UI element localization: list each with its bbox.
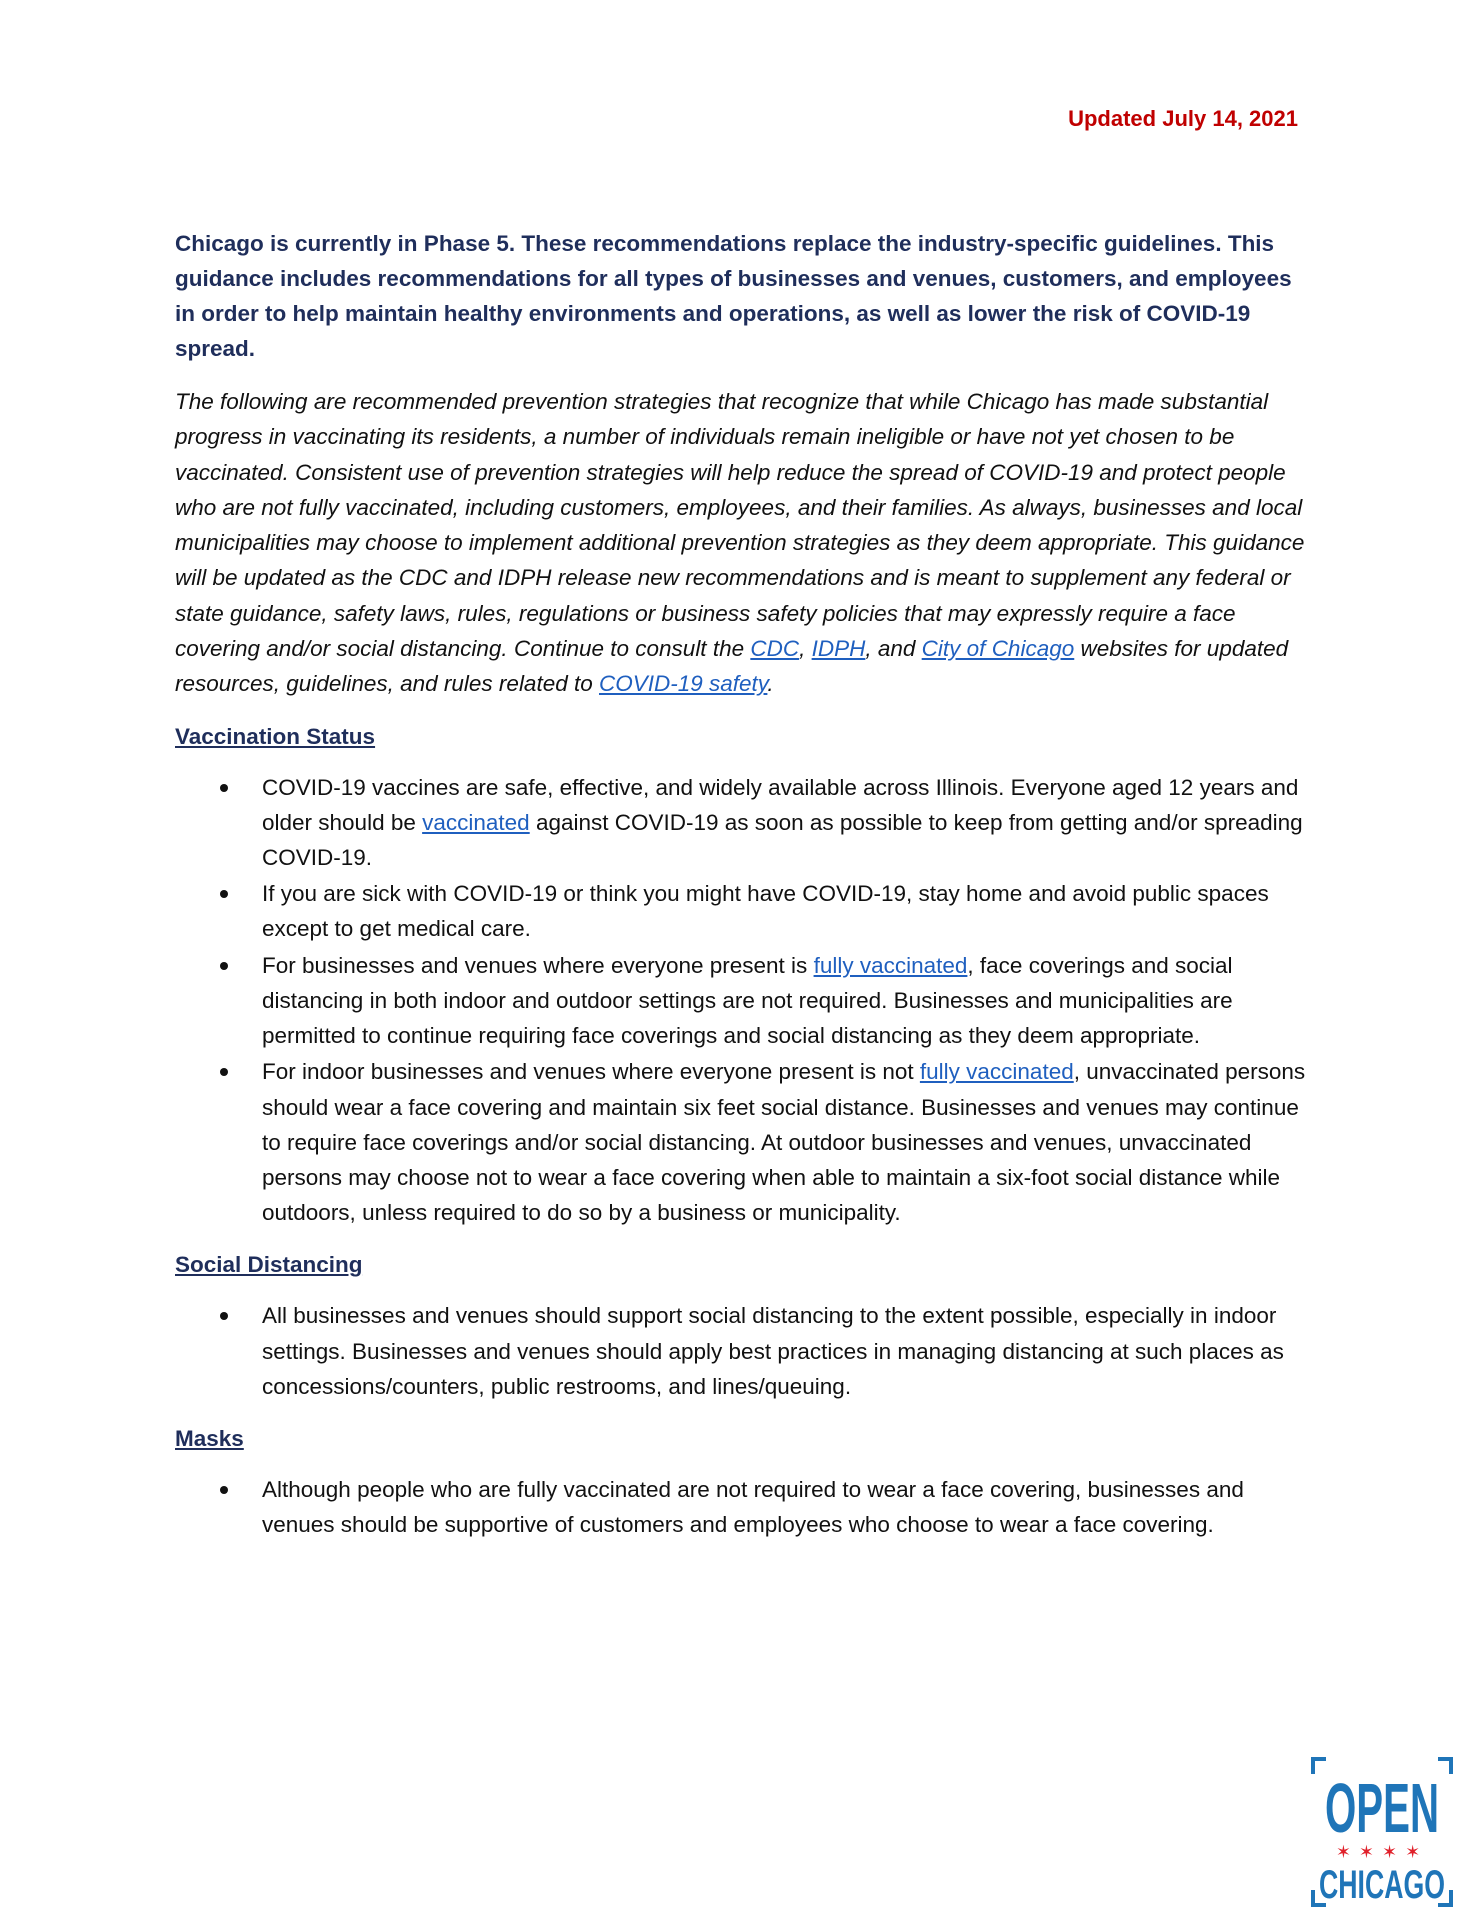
social-distancing-list <box>175 1298 1315 1404</box>
vaccination-b4-post: , unvaccinated persons should wear a face covering and maintain six feet social distance. Businesses and venues may continue to require face coverings and/or social distancing. At outdoor businesses and venues, unvaccinated persons may choose not to wear a face covering when able to maintain a six-foot social distance while outdoors, unless required to do so by a business or municipality. <box>262 1059 1306 1226</box>
vaccination-b3-post: , face coverings and social distancing in both indoor and outdoor settings are not required. Businesses and municipalities are permitted to continue requiring face coverings and social distancing as they deem appropriate. <box>262 952 1233 1049</box>
prevention-text-3: . <box>767 671 774 697</box>
vaccination-b2: If you are sick with COVID-19 or think you might have COVID-19, stay home and avoid public spaces except to get medical care. <box>262 881 1269 942</box>
social-b1: All businesses and venues should support social distancing to the extent possible, especially in indoor settings. Businesses and venues should apply best practices in managing distancing at such places as concessions/counters, public restrooms, and lines/queuing. <box>262 1303 1284 1399</box>
list-item <box>175 1472 1315 1542</box>
bullet-icon <box>220 784 228 792</box>
vaccination-b1-pre: COVID-19 vaccines are safe, effective, and widely available across Illinois. Everyone aged 12 years and older should be <box>262 774 1299 835</box>
vaccination-b4-pre: For indoor businesses and venues where everyone present is not <box>262 1059 920 1085</box>
masks-b1: Although people who are fully vaccinated are not required to wear a face covering, businesses and venues should be supportive of customers and employees who choose to wear a face covering. <box>262 1476 1244 1538</box>
separator-1: , <box>799 636 812 662</box>
logo-chicago-text: CHICAGO <box>1319 1863 1445 1907</box>
list-item <box>175 770 1315 876</box>
idph-link[interactable]: IDPH <box>811 636 866 662</box>
bullet-icon <box>220 1486 228 1494</box>
social-distancing-heading: Social Distancing <box>175 1252 363 1278</box>
intro-paragraph: Chicago is currently in Phase 5. These recommendations replace the industry-specific guidelines. This guidance includes recommendations for all types of businesses and venues, customers, and employees in order to help maintain healthy environments and operations, as well as lower the risk of COVID-19 spread. <box>175 231 1292 361</box>
fully-vaccinated-link-2[interactable]: fully vaccinated <box>919 1059 1074 1085</box>
logo-stars: ✶✶✶✶ <box>1335 1842 1429 1863</box>
bullet-icon <box>220 962 228 970</box>
document-body <box>175 226 1315 1559</box>
bullet-icon <box>220 1312 228 1320</box>
bullet-icon <box>220 1068 228 1076</box>
list-item <box>175 1298 1315 1404</box>
fully-vaccinated-link[interactable]: fully vaccinated <box>813 952 968 978</box>
separator-2: , and <box>865 636 922 662</box>
vaccination-list <box>175 770 1315 1231</box>
open-chicago-logo <box>1310 1756 1454 1908</box>
prevention-paragraph <box>175 384 1315 702</box>
vaccination-b3-pre: For businesses and venues where everyone present is <box>262 952 814 978</box>
city-of-chicago-link[interactable]: City of Chicago <box>921 636 1075 662</box>
list-item <box>175 948 1315 1054</box>
masks-heading: Masks <box>175 1425 244 1451</box>
vaccinated-link[interactable]: vaccinated <box>422 809 530 835</box>
prevention-text-1: The following are recommended prevention strategies that recognize that while Chicago has made substantial progress in vaccinating its residents, a number of individuals remain ineligible or have not yet chosen to be vaccinated. Consistent use of prevention strategies will help reduce the spread of COVID-19 and protect people who are not fully vaccinated, including customers, employees, and their families. As always, businesses and local municipalities may choose to implement additional prevention strategies as they deem appropriate. This guidance will be updated as the CDC and IDPH release new recommendations and is meant to supplement any federal or state guidance, safety laws, rules, regulations or business safety policies that may expressly require a face covering and/or social distancing. Continue to consult the <box>175 389 1305 662</box>
logo-bracket-top-right <box>1438 1759 1451 1774</box>
vaccination-status-heading: Vaccination Status <box>175 723 376 749</box>
covid-safety-link[interactable]: COVID-19 safety <box>599 671 768 697</box>
vaccination-b1-post: against COVID-19 as soon as possible to keep from getting and/or spreading COVID-19. <box>262 809 1303 871</box>
masks-list <box>175 1472 1315 1542</box>
list-item <box>175 876 1315 946</box>
list-item <box>175 1054 1315 1230</box>
cdc-link[interactable]: CDC <box>750 636 800 662</box>
updated-date: Updated July 14, 2021 <box>1068 106 1298 131</box>
prevention-text-2: websites for updated resources, guidelines, and rules related to <box>175 636 1289 697</box>
logo-open-text: OPEN <box>1325 1769 1439 1847</box>
bullet-icon <box>220 890 228 898</box>
